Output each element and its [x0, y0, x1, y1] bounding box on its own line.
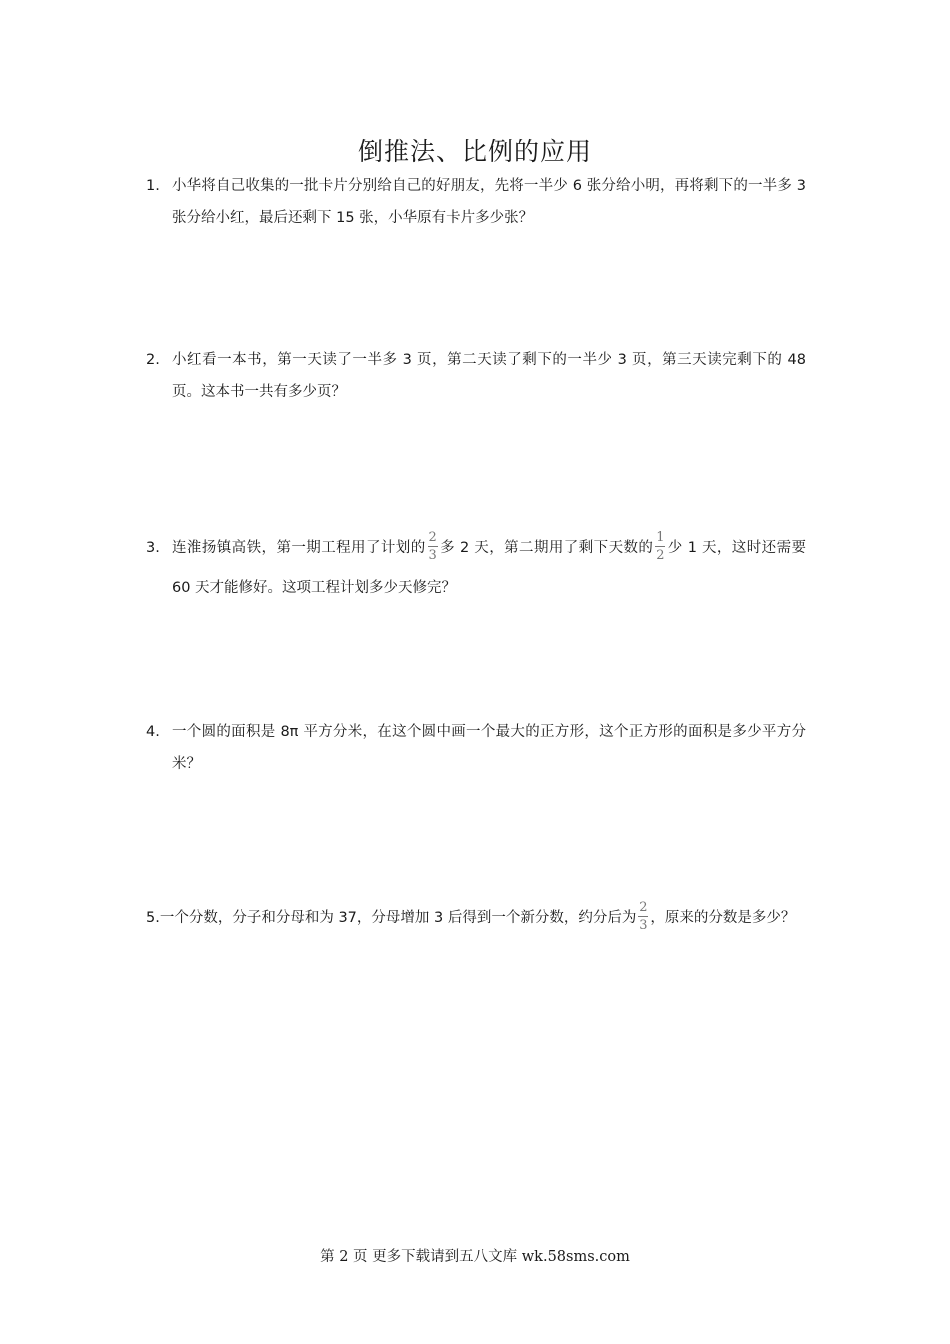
question-text: 小华将自己收集的一批卡片分别给自己的好朋友，先将一半少 6 张分给小明，再将剩下的一半多 3 张分给小红，最后还剩下 15 张，小华原有卡片多少张？ [172, 178, 806, 226]
question-text: 一个圆的面积是 8π 平方分米，在这个圆中画一个最大的正方形，这个正方形的面积是多少平方分米？ [172, 724, 806, 772]
question-number: 1. [146, 178, 160, 194]
question-number: 2. [146, 352, 160, 368]
question-2 [146, 344, 806, 408]
page-footer: 第 2 页 更多下载请到五八文库 wk.58sms.com [320, 1249, 630, 1265]
page-title: 倒推法、比例的应用 [357, 137, 592, 166]
question-text: 5.一个分数，分子和分母和为 37，分母增加 3 后得到一个新分数，约分后为 $\frac{2}{3}$ ，原来的分数是多少？ [146, 899, 796, 933]
fraction: $\frac{2}{3}$ [428, 529, 437, 563]
question-1 [146, 170, 806, 234]
question-number: 3. [146, 540, 160, 556]
fraction: $\frac{2}{3}$ [639, 899, 648, 933]
question-3 [146, 528, 806, 608]
question-text: 连淮扬镇高铁，第一期工程用了计划的 $\frac{2}{3}$ 多 2 天，第二期用了剩下天数的 $\frac{1}{2}$ 少 1 天，这时还需要 60 天才能修好。这项工程计划多少天修完？ [172, 529, 806, 596]
question-text: 小红看一本书，第一天读了一半多 3 页，第二天读了剩下的一半少 3 页，第三天读完剩下的 48 页。这本书一共有多少页？ [172, 352, 806, 400]
question-4 [146, 716, 806, 780]
question-number: 4. [146, 724, 160, 740]
fraction: $\frac{1}{2}$ [656, 529, 665, 563]
question-5 [146, 898, 806, 938]
